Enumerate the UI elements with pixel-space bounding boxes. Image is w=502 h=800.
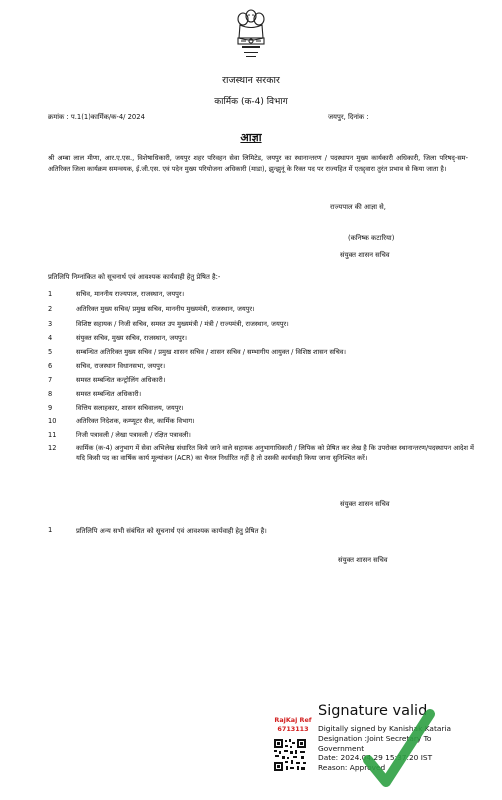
list-item-number: 4	[48, 334, 53, 342]
list-item-text: वित्तिय सलाहकार, शासन सचिवालय, जयपुर।	[76, 404, 184, 412]
list-item-text: सचिव, राजस्थान विधानसभा, जयपुर।	[76, 362, 166, 370]
signatory-name: (कनिष्क कटारिया)	[348, 234, 395, 242]
list-item-number: 3	[48, 320, 53, 328]
list-item-text: सचिव, माननीय राज्यपाल, राजस्थान, जयपुर।	[76, 290, 185, 298]
second-copy-text: प्रतिलिपि अन्य सभी संबंधित को सूचनार्थ एवं आवश्यक कार्यवाही हेतु प्रेषित है।	[76, 527, 267, 535]
list-item-number: 9	[48, 404, 53, 412]
order-title: आज्ञा	[240, 131, 262, 144]
rajkaj-reference	[264, 716, 322, 734]
signatory-designation: संयुक्त शासन सचिव	[340, 251, 390, 259]
list-item-number: 6	[48, 362, 53, 370]
list-item-text: विशिष्ट सहायक / निजी सचिव, समस्त उप मुख्यमंत्री / मंत्री / राज्यमंत्री, राजस्थान, जयपुर।	[76, 320, 289, 328]
list-item-text: सम्बन्धित अतिरिक्त मुख्य सचिव / प्रमुख शासन सचिव / शासन सचिव / सम्भागीय आयुक्त / विशिष्ठ शासन सचिव।	[76, 348, 346, 356]
copy-intro: प्रतिलिपि निम्नांकित को सूचनार्थ एवं आवश्यक कार्यवाही हेतु प्रेषित है:-	[48, 273, 221, 281]
list-item-number: 11	[48, 431, 57, 439]
list-item-number: 10	[48, 417, 57, 425]
authority-line: राज्यपाल की आज्ञा से,	[330, 203, 386, 211]
state-emblem-icon	[232, 8, 270, 64]
list-item-text: अतिरिक्त मुख्य सचिव/ प्रमुख सचिव, माननीय मुख्यमंत्री, राजस्थान, जयपुर।	[76, 305, 255, 313]
second-copy-number: 1	[48, 526, 53, 534]
checkmark-icon	[362, 708, 436, 792]
rajkaj-label: RajKaj Ref	[274, 716, 312, 724]
signatory-designation-2: संयुक्त शासन सचिव	[340, 500, 390, 508]
list-item-number: 1	[48, 290, 53, 298]
list-item-number: 12	[48, 444, 57, 452]
list-item-number: 2	[48, 305, 53, 313]
signatory-designation-3: संयुक्त शासन सचिव	[338, 556, 388, 564]
government-title: राजस्थान सरकार	[222, 75, 280, 86]
rajkaj-number: 6713113	[277, 725, 309, 733]
list-item-text: समस्त सम्बन्धित कन्ट्रोलिंग अधिकारी।	[76, 376, 166, 384]
list-item-number: 8	[48, 390, 53, 398]
signature-date: Date: 2024.04.29 15:37:20 IST	[318, 753, 433, 763]
signature-designation-cont: Government	[318, 743, 365, 753]
list-item-number: 7	[48, 376, 53, 384]
list-item-text: संयुक्त सचिव, मुख्य सचिव, राजस्थान, जयपुर।	[76, 334, 187, 342]
place-date: जयपुर, दिनांक :	[328, 113, 369, 121]
signature-designation: Designation :Joint Secretary To	[318, 733, 432, 743]
list-item-text: समस्त सम्बन्धित अधिकारी।	[76, 390, 142, 398]
signature-reason: Reason: Approved	[318, 763, 386, 773]
list-item-number: 5	[48, 348, 53, 356]
signature-signed-by: Digitally signed by Kanishak Kataria	[318, 724, 451, 733]
list-item-text: निजी पत्रावली / लेखा पत्रावली / रक्षित पत्रावली।	[76, 431, 191, 439]
signature-valid-title: Signature valid	[318, 703, 428, 719]
department-title: कार्मिक (क-4) विभाग	[214, 97, 288, 107]
reference-number: क्रमांक : प.1(1)कार्मिक/क-4/ 2024	[48, 113, 145, 121]
order-body: श्री अम्बा लाल मीणा, आर.ए.एस., विशेषाधिकारी, जयपुर शहर परिवहन सेवा लिमिटेड, जयपुर का स्थानान्तरण / पदस्थापन मुख्य कार्यकारी अधिकारी, जिला परिषद्-सम- अतिरिक्त जिला कार्यक्रम समन्वयक, ई.जी.एस. एवं पदेन मुख्य परियोजना अधिकारी (माडा), झुन्झुनूं के रिक्त पद पर राज्यहित में एतद्द्वारा तुरंत प्रभाव से किया जाता है।	[48, 154, 468, 173]
qr-code-icon[interactable]	[273, 738, 307, 772]
list-item-text: अतिरिक्त निदेशक, कम्प्यूटर सैल, कार्मिक विभाग।	[76, 417, 195, 425]
list-item-text: कार्मिक (क-4) अनुभाग में सेवा अभिलेख संधारित किये जाने वाले सहायक अनुभागाधिकारी / लिपिक को प्रेषित कर लेख है कि उपरोक्त स्थानान्तरण/पदस्थापन आदेश में यदि किसी पद का वार्षिक कार्य मूल्यांकन (ACR) का चैनल निर्धारित नहीं है तो उसकी कार्यवाही किया जाना सुनिश्चित करें।	[76, 444, 474, 462]
